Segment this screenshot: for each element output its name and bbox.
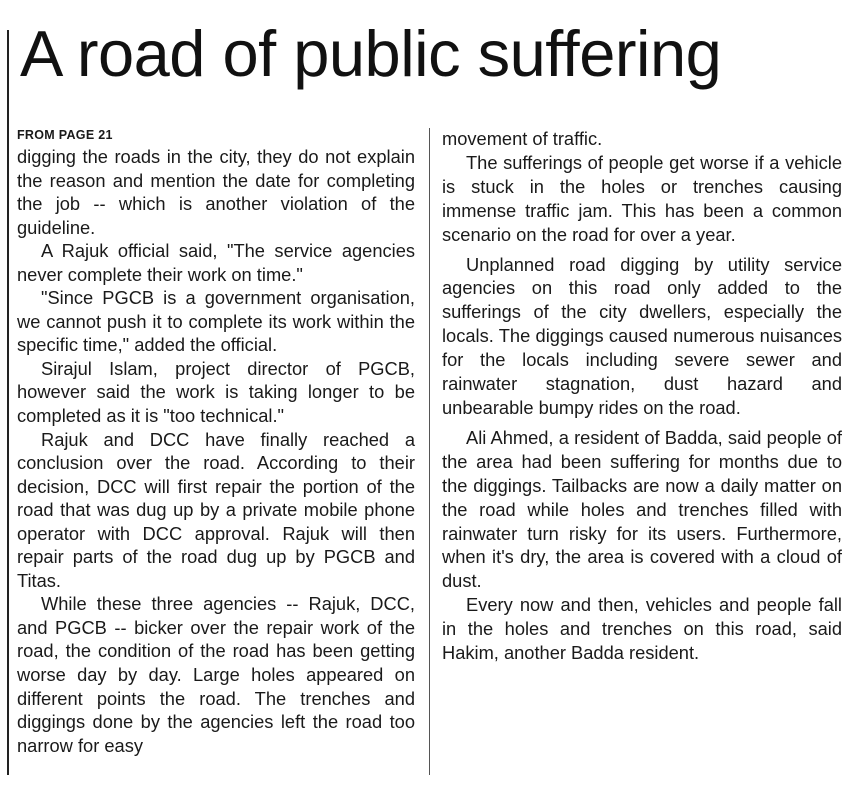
kicker: FROM PAGE 21 [17, 128, 113, 142]
paragraph: Unplanned road digging by utility service agencies on this road only added to the sufferings of the city dwellers, especially the locals. The diggings caused numerous nuisances for the locals including severe sewer and rainwater stagnation, dust hazard and unbearable bumpy rides on the road. [442, 253, 842, 418]
paragraph: Ali Ahmed, a resident of Badda, said people of the area had been suffering for months due to the diggings. Tailbacks are now a daily matter on the road while holes and trenches filled with rainwater turn risky for its users. Furthermore, when it's dry, the area is covered with a cloud of dust. [442, 426, 842, 592]
paragraph: digging the roads in the city, they do not explain the reason and mention the date for completing the job -- which is another violation of the guideline. [17, 146, 415, 238]
column-rule-left [7, 30, 9, 775]
paragraph: A Rajuk official said, "The service agencies never complete their work on time." [17, 240, 415, 285]
column-rule-middle [429, 128, 430, 775]
paragraph: The sufferings of people get worse if a vehicle is stuck in the holes or trenches causing immense traffic jam. This has been a common scenario on the road for over a year. [442, 151, 842, 245]
paragraph: "Since PGCB is a government organisation, we cannot push it to complete its work within the specific time," added the official. [17, 287, 415, 356]
paragraph: Rajuk and DCC have finally reached a conclusion over the road. According to their decision, DCC will first repair the portion of the road that was dug up by a private mobile phone operator with DCC approval. Rajuk will then repair parts of the road dug up by PGCB and Titas. [17, 428, 415, 591]
headline: A road of public suffering [20, 17, 722, 90]
paragraph: Sirajul Islam, project director of PGCB, however said the work is taking longer to be completed as it is "too technical." [17, 357, 415, 427]
paragraph: movement of traffic. [442, 128, 603, 149]
left-column [17, 128, 415, 757]
paragraph: Every now and then, vehicles and people fall in the holes and trenches on this road, said Hakim, another Badda resident. [442, 594, 842, 664]
paragraph: While these three agencies -- Rajuk, DCC, and PGCB -- bicker over the repair work of the road, the condition of the road has been getting worse day by day. Large holes appeared on different points the road. The trenches and diggings done by the agencies left the road too narrow for easy [17, 593, 415, 756]
right-column [442, 127, 842, 665]
